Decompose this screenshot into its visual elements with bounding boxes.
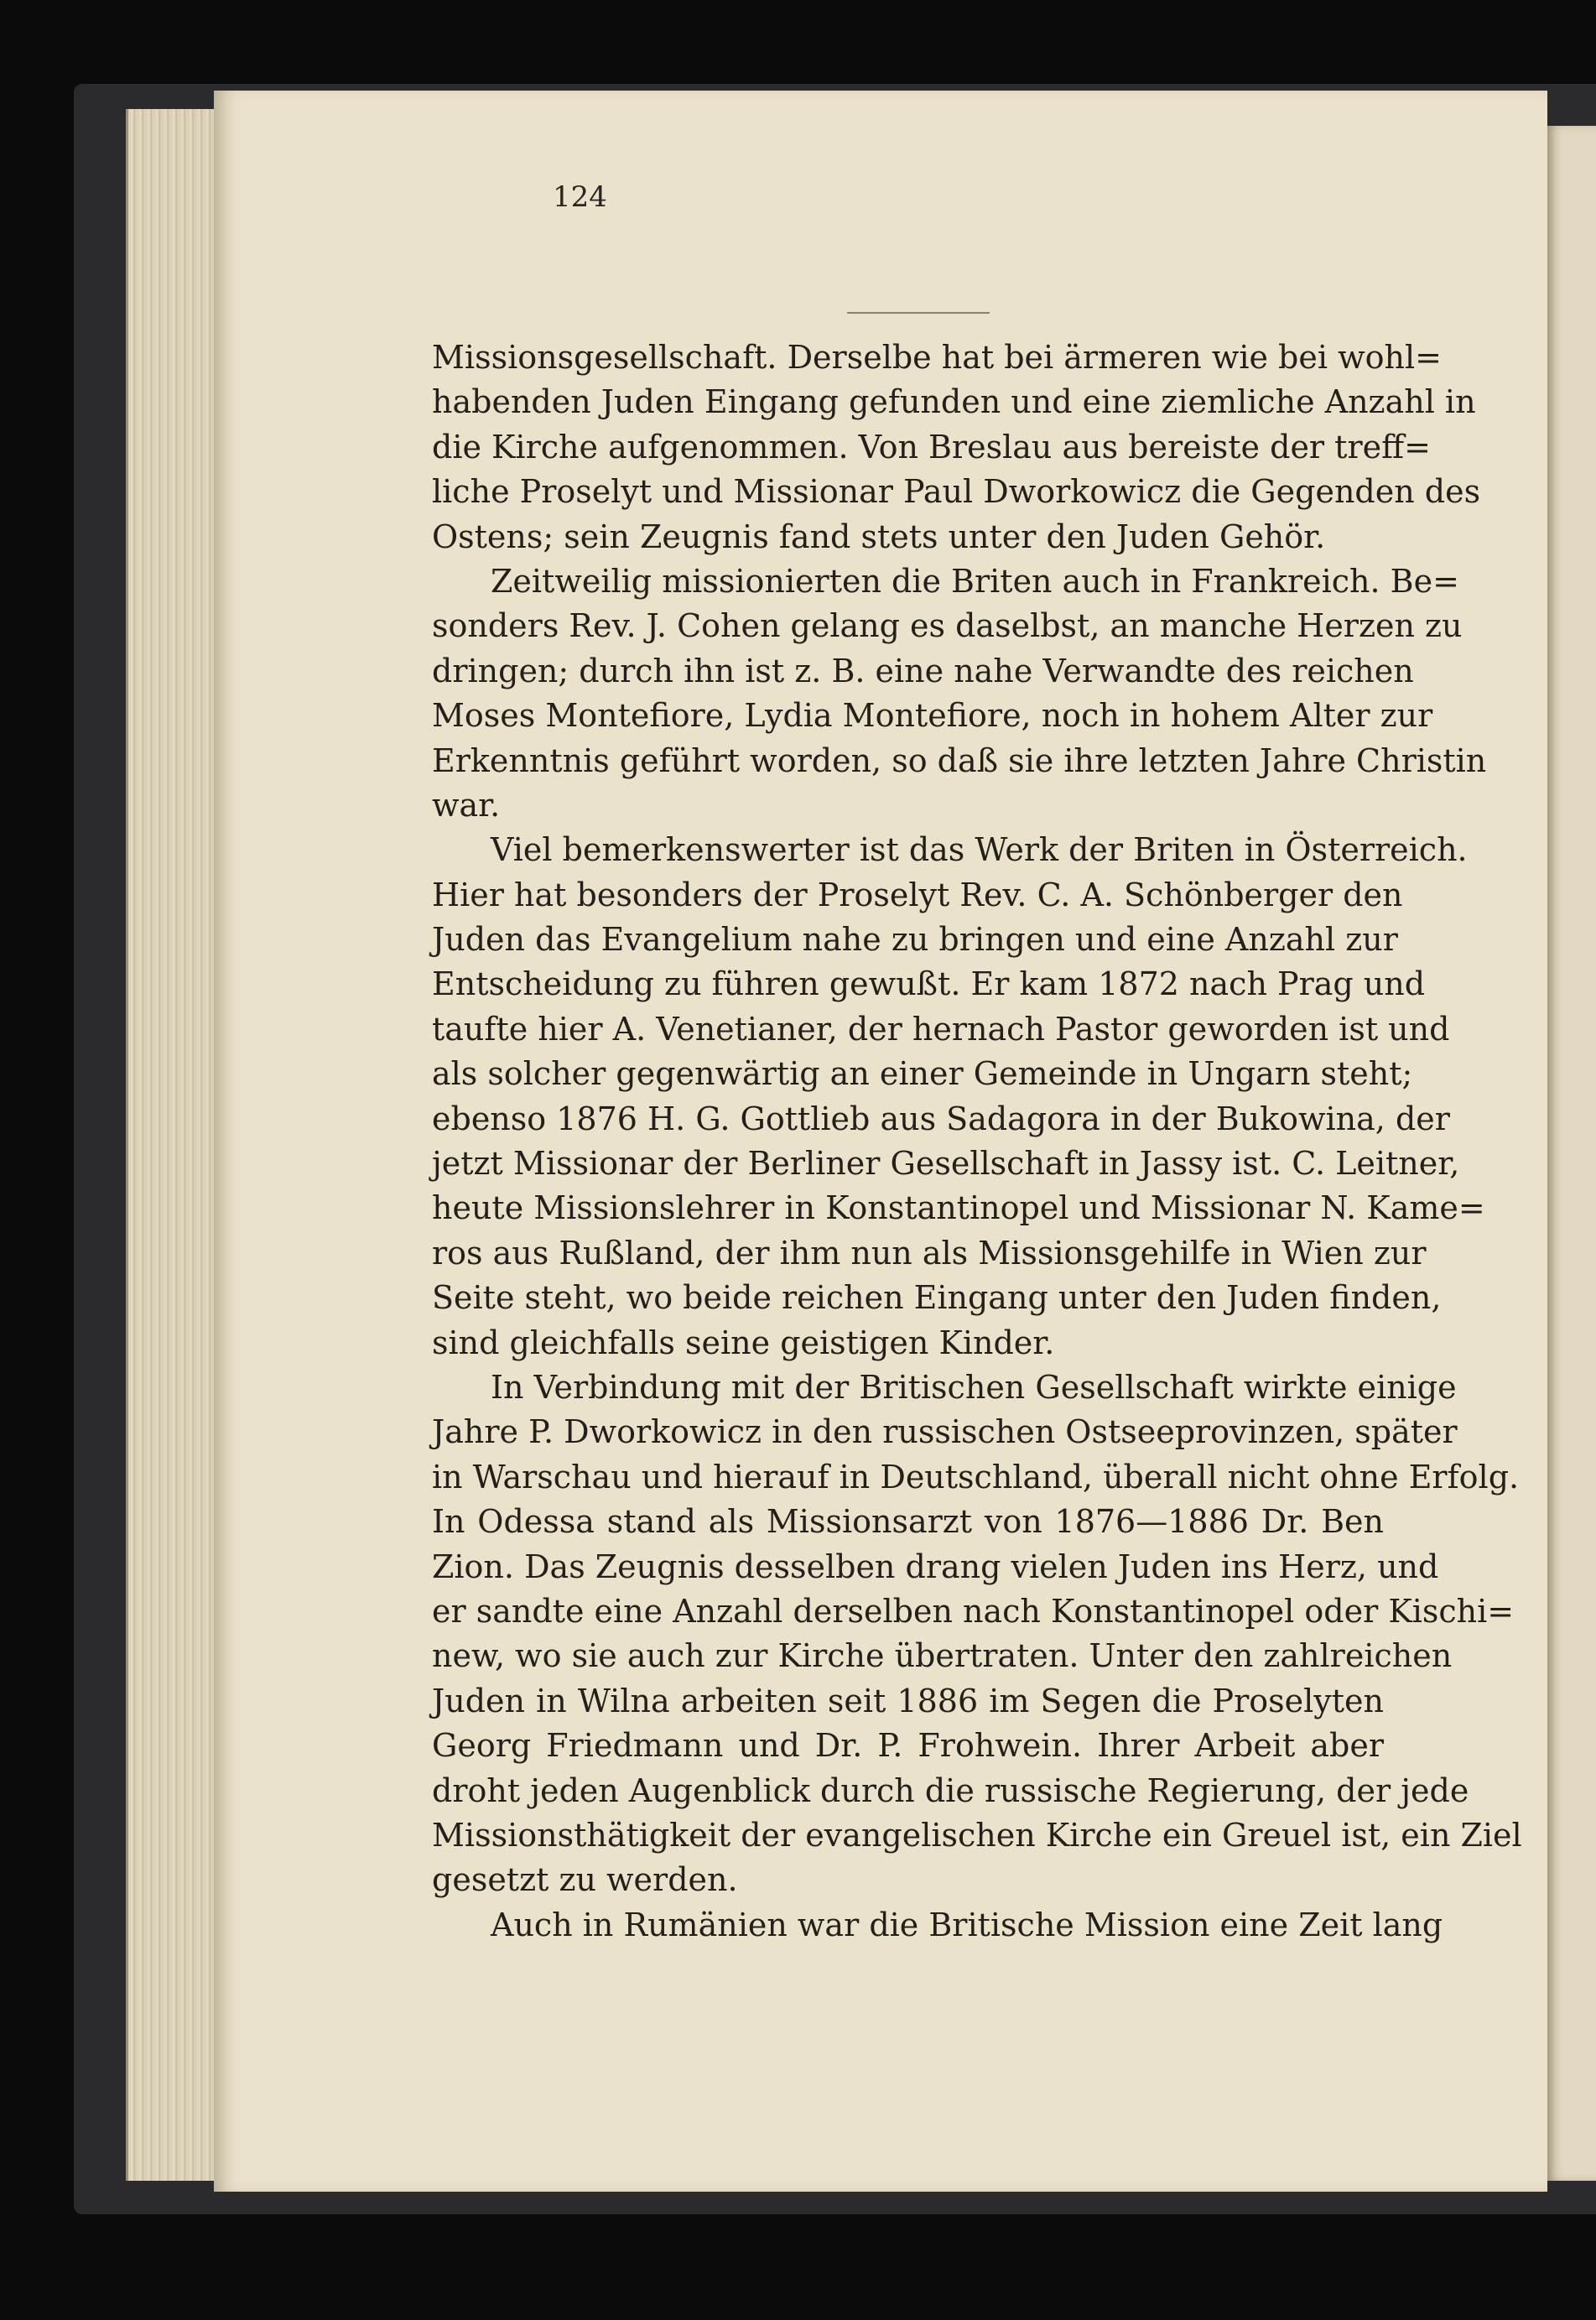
text-line: new, wo sie auch zur Kirche übertraten. Unter den zahlreichen bbox=[432, 1637, 1453, 1675]
text-line: Moses Montefiore, Lydia Montefiore, noch in hohem Alter zur bbox=[432, 697, 1433, 735]
text-line: Erkenntnis geführt worden, so daß sie ihre letzten Jahre Christin bbox=[432, 741, 1487, 779]
text-line: Entscheidung zu führen gewußt. Er kam 1872 nach Prag und bbox=[432, 965, 1426, 1003]
text-line: ebenso 1876 H. G. Gottlieb aus Sadagora in der Bukowina, der bbox=[432, 1100, 1450, 1137]
text-line: In Verbindung mit der Britischen Gesellschaft wirkte einige bbox=[491, 1368, 1457, 1406]
body-text bbox=[432, 336, 1522, 1948]
text-line: Missionsgesellschaft. Derselbe hat bei ärmeren wie bei wohl= bbox=[432, 339, 1442, 376]
text-line: gesetzt zu werden. bbox=[432, 1861, 738, 1899]
text-line: habenden Juden Eingang gefunden und eine ziemliche Anzahl in bbox=[432, 383, 1476, 421]
text-line: Georg Friedmann und Dr. P. Frohwein. Ihrer Arbeit aber bbox=[432, 1727, 1384, 1765]
text-line: Seite steht, wo beide reichen Eingang unter den Juden finden, bbox=[432, 1279, 1442, 1317]
text-line: Zeitweilig missionierten die Briten auch in Frankreich. Be= bbox=[491, 562, 1459, 600]
text-line: Juden das Evangelium nahe zu bringen und eine Anzahl zur bbox=[432, 921, 1398, 959]
text-line: liche Proselyt und Missionar Paul Dworkowicz die Gegenden des bbox=[432, 473, 1481, 511]
text-line: Missionsthätigkeit der evangelischen Kirche ein Greuel ist, ein Ziel bbox=[432, 1816, 1522, 1854]
facing-page-edge bbox=[1547, 126, 1596, 2181]
text-line: Juden in Wilna arbeiten seit 1886 im Segen die Proselyten bbox=[432, 1682, 1384, 1719]
text-line: Hier hat besonders der Proselyt Rev. C. A. Schönberger den bbox=[432, 876, 1403, 913]
text-line: dringen; durch ihn ist z. B. eine nahe Verwandte des reichen bbox=[432, 652, 1414, 689]
text-line: in Warschau und hierauf in Deutschland, überall nicht ohne Erfolg. bbox=[432, 1458, 1520, 1496]
text-line: war. bbox=[432, 786, 501, 824]
text-line: als solcher gegenwärtig an einer Gemeinde in Ungarn steht; bbox=[432, 1055, 1413, 1093]
text-line: sonders Rev. J. Cohen gelang es daselbst, an manche Herzen zu bbox=[432, 607, 1463, 645]
text-line: die Kirche aufgenommen. Von Breslau aus bereiste der treff= bbox=[432, 428, 1431, 466]
page-edges bbox=[126, 109, 216, 2181]
page-number-rule bbox=[847, 312, 990, 314]
page-number: 124 bbox=[553, 180, 607, 214]
text-line: Auch in Rumänien war die Britische Mission eine Zeit lang bbox=[491, 1906, 1443, 1943]
text-line: Zion. Das Zeugnis desselben drang vielen Juden ins Herz, und bbox=[432, 1548, 1439, 1585]
text-line: er sandte eine Anzahl derselben nach Konstantinopel oder Kischi= bbox=[432, 1592, 1515, 1630]
text-line: Viel bemerkenswerter ist das Werk der Briten in Österreich. bbox=[491, 831, 1468, 869]
text-line: taufte hier A. Venetianer, der hernach Pastor geworden ist und bbox=[432, 1010, 1450, 1048]
text-line: In Odessa stand als Missionsarzt von 1876—1886 Dr. Ben bbox=[432, 1503, 1384, 1541]
text-line: jetzt Missionar der Berliner Gesellschaft in Jassy ist. C. Leitner, bbox=[432, 1145, 1460, 1183]
text-line: Jahre P. Dworkowicz in den russischen Ostseeprovinzen, später bbox=[432, 1413, 1458, 1451]
text-line: sind gleichfalls seine geistigen Kinder. bbox=[432, 1324, 1055, 1361]
text-line: ros aus Rußland, der ihm nun als Missionsgehilfe in Wien zur bbox=[432, 1234, 1427, 1272]
text-line: heute Missionslehrer in Konstantinopel und Missionar N. Kame= bbox=[432, 1189, 1485, 1227]
text-line: Ostens; sein Zeugnis fand stets unter den Juden Gehör. bbox=[432, 518, 1326, 555]
text-line: droht jeden Augenblick durch die russische Regierung, der jede bbox=[432, 1771, 1469, 1809]
